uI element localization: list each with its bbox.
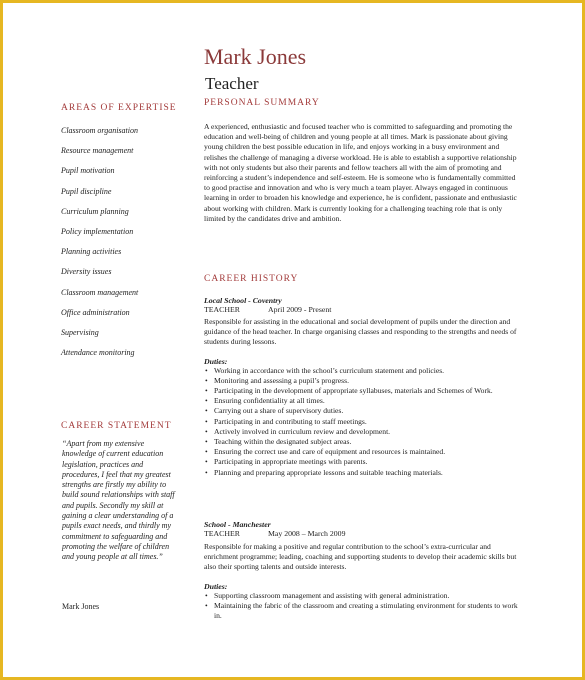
duty-item: • Participating in the development of appropriate syllabuses, materials and Schemes of Work. — [204, 386, 522, 396]
career-statement-quote: “Apart from my extensive knowledge of current education legislation, practices and procedures, I feel that my greatest strengths are firstly my ability to build sound relationships with staff and pupils. Secondly my skill at gaining a clear understanding of a pupils exact needs, and thirdly my commitment to safeguarding and promoting the welfare of children and young people at all times.” — [62, 439, 175, 562]
duty-item: • Actively involved in curriculum review and development. — [204, 427, 522, 437]
resume-page — [3, 3, 582, 677]
job-dates: April 2009 - Present — [267, 305, 332, 314]
duty-item: • Teaching within the designated subject areas. — [204, 437, 522, 447]
duty-item: • Monitoring and assessing a pupil’s progress. — [204, 376, 522, 386]
areas-of-expertise-heading: AREAS OF EXPERTISE — [61, 103, 177, 113]
expertise-item: Policy implementation — [61, 226, 134, 236]
duty-item: • Working in accordance with the school’s curriculum statement and policies. — [204, 366, 522, 376]
expertise-item: Resource management — [61, 146, 134, 156]
expertise-item: Office administration — [61, 307, 130, 317]
job-dates: May 2008 – March 2009 — [267, 529, 346, 538]
career-statement-signature: Mark Jones — [62, 602, 100, 611]
duty-item: • Ensuring the correct use and care of equipment and resources is maintained. — [204, 447, 522, 457]
personal-summary-heading: PERSONAL SUMMARY — [204, 98, 320, 108]
job-title: Teacher — [205, 74, 259, 93]
expertise-item: Attendance monitoring — [61, 348, 135, 358]
duty-item: • Planning and preparing appropriate lessons and suitable teaching materials. — [204, 468, 522, 478]
duties-list — [204, 366, 522, 478]
job-description: Responsible for assisting in the educational and social development of pupils under the direction and guidance of the head teacher. In charge organising classes and responding to the strengths and needs of students during lessons. — [204, 317, 517, 347]
candidate-name: Mark Jones — [204, 44, 307, 69]
duties-list — [204, 591, 522, 622]
job-role: TEACHER — [204, 529, 240, 538]
job-entry — [204, 520, 522, 621]
duty-item: • Ensuring confidentiality at all times. — [204, 396, 522, 406]
job-entry — [204, 296, 522, 478]
job-organisation: Local School - Coventry — [204, 296, 282, 305]
personal-summary-text: A experienced, enthusiastic and focused teacher who is committed to safeguarding and promoting the education and well-being of children and young people at all times. Mark is passionate about giving young children the best possible education in life, and enjoys working in a busy environment and relishes the challenge of managing a diverse workload. He is able to establish a supportive relationship with not only students but also their parents and fellow teachers all with the aim of promoting and reinforcing a student’s independence and self-esteem. He is someone who is fundamentally committed to good practise and innovation and who is very much a team player. Always engaged in continuous learning in order to broaden his knowledge and experience, he is confident, passionate and enthusiastic about working with children. Mark is currently looking for a challenging teaching role that is only limited by the candidates drive and ambition. — [204, 122, 517, 223]
job-organisation: School - Manchester — [204, 520, 271, 529]
job-description: Responsible for making a positive and regular contribution to the school’s extra-curricular and enrichment programme; leading, coaching and supporting students to develop their academic skills but also their sporting talents and outside interests. — [204, 542, 517, 572]
expertise-item: Supervising — [61, 327, 99, 337]
expertise-item: Curriculum planning — [61, 206, 129, 216]
duty-item: • Supporting classroom management and assisting with general administration. — [204, 591, 522, 601]
expertise-item: Classroom organisation — [61, 126, 138, 135]
expertise-item: Planning activities — [61, 247, 122, 257]
job-role-line — [204, 529, 522, 538]
career-history-heading: CAREER HISTORY — [204, 274, 299, 284]
duties-label: Duties: — [204, 356, 228, 366]
duty-item: • Carrying out a share of supervisory duties. — [204, 406, 522, 416]
expertise-item: Diversity issues — [61, 267, 112, 277]
expertise-item: Pupil discipline — [61, 186, 112, 196]
duties-label: Duties: — [204, 581, 228, 591]
job-role: TEACHER — [204, 305, 240, 314]
duty-item: • Participating in and contributing to staff meetings. — [204, 417, 522, 427]
job-role-line — [204, 305, 522, 314]
duty-item: • Maintaining the fabric of the classroom and creating a stimulating environment for students to work in. — [204, 601, 522, 621]
expertise-item: Pupil motivation — [61, 166, 115, 176]
expertise-list — [61, 126, 191, 368]
duty-item: • Participating in appropriate meetings with parents. — [204, 457, 522, 467]
career-statement-heading: CAREER STATEMENT — [61, 421, 172, 431]
expertise-item: Classroom management — [61, 287, 139, 297]
